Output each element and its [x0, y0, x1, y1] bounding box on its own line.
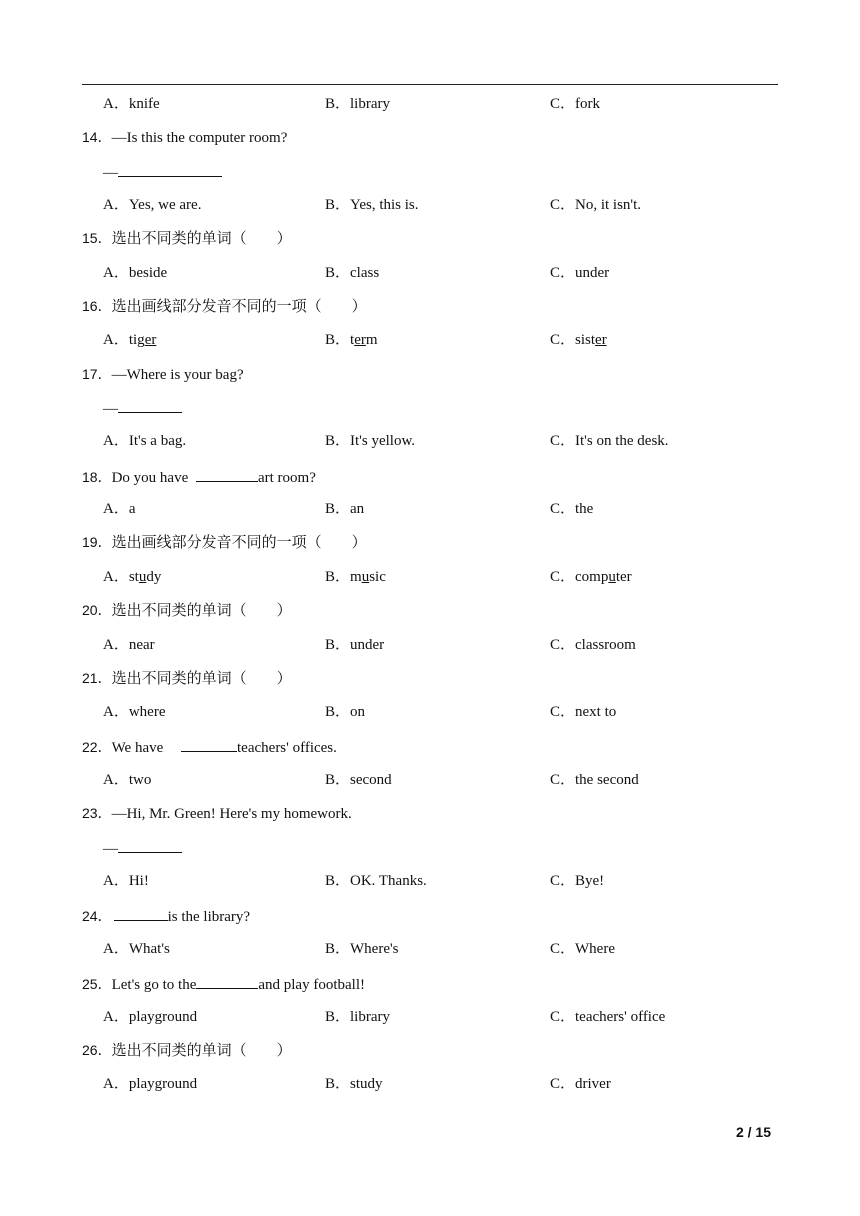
question-stem [82, 906, 250, 926]
word-part: sist [575, 332, 596, 348]
word-part: dy [146, 569, 162, 585]
option-b: B．on [325, 704, 366, 720]
question-text: 选出不同类的单词（ ） [111, 1043, 292, 1059]
option-c [550, 331, 607, 349]
option-b: B．Yes, this is. [325, 197, 419, 213]
question-number: 19． [82, 534, 112, 550]
answer-line [103, 398, 182, 418]
option-b: B．library [325, 96, 390, 112]
option-b: B．class [325, 265, 380, 281]
option-a [103, 331, 156, 349]
option-b: B．OK. Thanks. [325, 873, 427, 889]
option-label: C． [550, 569, 576, 585]
option-c [550, 568, 632, 586]
option-c: C．No, it isn't. [550, 197, 642, 213]
option-c: C．driver [550, 1076, 611, 1092]
question-text: —Hi, Mr. Green! Here's my homework. [111, 806, 352, 822]
option-a: A．Yes, we are. [103, 197, 202, 213]
question-number: 23． [82, 805, 112, 821]
option-a: A．playground [103, 1009, 198, 1025]
question-stem [82, 128, 287, 147]
word-part: m [365, 332, 378, 348]
question-text: 选出画线部分发音不同的一项（ ） [111, 535, 367, 551]
answer-blank [196, 974, 258, 989]
answer-line [103, 838, 182, 858]
option-a: A．near [103, 637, 155, 653]
question-text-after: teachers' offices. [237, 740, 337, 756]
answer-line [103, 162, 222, 182]
option-b: B．Where's [325, 941, 399, 957]
header-rule [82, 84, 778, 85]
option-b: B．an [325, 501, 365, 517]
option-c: C．the [550, 501, 594, 517]
word-part: t [350, 332, 355, 348]
option-b: B．library [325, 1009, 390, 1025]
question-text: 选出不同类的单词（ ） [111, 671, 292, 687]
option-a: A．two [103, 772, 152, 788]
answer-blank [181, 737, 237, 752]
word-part: tig [128, 332, 145, 348]
option-a: A．Hi! [103, 873, 149, 889]
question-text-before: Let's go to the [111, 977, 197, 993]
option-a: A．where [103, 704, 166, 720]
reply-dash: — [103, 841, 118, 857]
option-c: C．fork [550, 96, 600, 112]
option-c: C．Where [550, 941, 615, 957]
option-c: C．classroom [550, 637, 636, 653]
question-stem [82, 737, 337, 757]
option-c: C．the second [550, 772, 639, 788]
question-text: 选出画线部分发音不同的一项（ ） [111, 299, 367, 315]
answer-blank [118, 838, 182, 853]
reply-dash: — [103, 401, 118, 417]
option-b: B．second [325, 772, 392, 788]
underlined-part: u [361, 569, 370, 585]
question-number: 15． [82, 230, 112, 246]
option-a: A．What's [103, 941, 170, 957]
underlined-part: u [138, 569, 147, 585]
question-number: 21． [82, 670, 112, 686]
option-c: C．It's on the desk. [550, 433, 669, 449]
question-text-after: is the library? [167, 909, 251, 925]
option-a: A．a [103, 501, 136, 517]
question-text-after: art room? [257, 470, 316, 486]
question-number: 24． [82, 908, 112, 924]
option-c: C．under [550, 265, 610, 281]
question-number: 25． [82, 976, 112, 992]
question-stem [82, 297, 367, 316]
option-label: B． [325, 332, 351, 348]
underlined-part: er [354, 332, 366, 348]
question-stem [82, 601, 292, 620]
question-stem [82, 229, 292, 248]
question-number: 22． [82, 739, 112, 755]
answer-blank [114, 906, 168, 921]
question-number: 26． [82, 1042, 112, 1058]
question-number: 20． [82, 602, 112, 618]
question-stem [82, 804, 352, 823]
question-number: 14． [82, 129, 112, 145]
question-text-before: We have [111, 740, 168, 756]
option-b: B．study [325, 1076, 383, 1092]
option-b [325, 568, 386, 586]
word-part: m [350, 569, 362, 585]
word-part: st [128, 569, 139, 585]
question-number: 18． [82, 469, 112, 485]
answer-blank [118, 398, 182, 413]
option-label: A． [103, 569, 129, 585]
option-label: C． [550, 332, 576, 348]
question-stem [82, 1041, 292, 1060]
option-c: C．Bye! [550, 873, 605, 889]
option-label: B． [325, 569, 351, 585]
option-a: A．playground [103, 1076, 198, 1092]
question-stem [82, 533, 367, 552]
option-a: A．beside [103, 265, 168, 281]
question-stem [82, 974, 365, 994]
question-text: —Where is your bag? [111, 367, 244, 383]
option-c: C．teachers' office [550, 1009, 666, 1025]
answer-blank [196, 467, 258, 482]
word-part: comp [575, 569, 609, 585]
question-stem [82, 669, 292, 688]
option-b: B．under [325, 637, 385, 653]
option-a [103, 568, 161, 586]
page-number: 2 / 15 [735, 1124, 771, 1140]
option-c: C．next to [550, 704, 617, 720]
option-a: A．knife [103, 96, 160, 112]
question-text: 选出不同类的单词（ ） [111, 603, 292, 619]
question-text: 选出不同类的单词（ ） [111, 231, 292, 247]
answer-blank [118, 162, 222, 177]
word-part: sic [369, 569, 386, 585]
reply-dash: — [103, 165, 118, 181]
question-stem [82, 365, 244, 384]
underlined-part: u [608, 569, 616, 585]
option-label: A． [103, 332, 129, 348]
question-number: 17． [82, 366, 112, 382]
option-b: B．It's yellow. [325, 433, 416, 449]
option-a: A．It's a bag. [103, 433, 187, 449]
question-text-before: Do you have [111, 470, 192, 486]
word-part: ter [615, 569, 632, 585]
underlined-part: er [595, 332, 607, 348]
question-stem [82, 467, 316, 487]
question-text: —Is this the computer room? [111, 130, 288, 146]
question-number: 16． [82, 298, 112, 314]
underlined-part: er [144, 332, 157, 348]
question-text-after: and play football! [258, 977, 365, 993]
option-b [325, 331, 378, 349]
